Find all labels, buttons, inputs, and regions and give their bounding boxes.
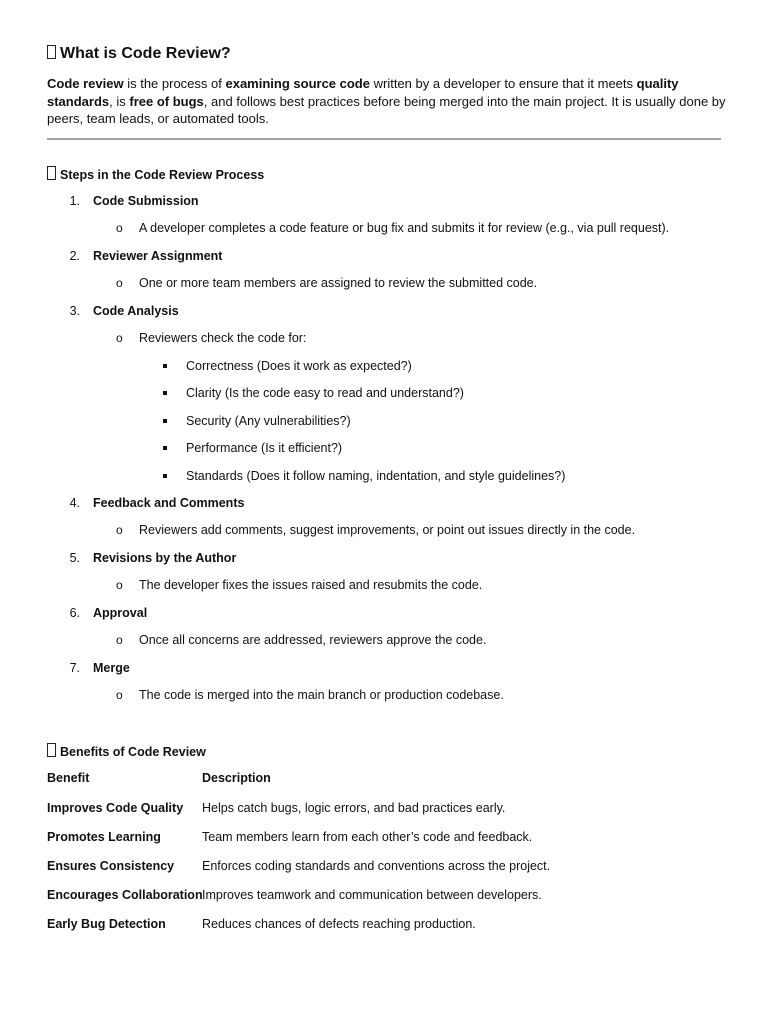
criteria-item: Standards (Does it follow naming, indentation, and style guidelines?) (186, 469, 566, 483)
table-cell-description: Team members learn from each other’s code and feedback. (202, 830, 533, 844)
intro-paragraph (47, 75, 727, 128)
steps-heading (47, 166, 264, 183)
table-cell-description: Reduces chances of defects reaching production. (202, 917, 476, 931)
step-number: 1. (69, 194, 80, 208)
step-number: 7. (69, 661, 80, 675)
table-header-description: Description (202, 771, 271, 785)
page-title-text: What is Code Review? (60, 45, 231, 62)
criteria-item: Clarity (Is the code easy to read and understand?) (186, 386, 464, 400)
step-title: Approval (93, 606, 148, 620)
step-title: Merge (93, 661, 130, 675)
step-title: Revisions by the Author (93, 551, 237, 565)
step-number: 4. (69, 496, 80, 510)
step-title: Code Submission (93, 194, 199, 208)
missing-glyph-icon (47, 45, 56, 59)
criteria-item: Correctness (Does it work as expected?) (186, 359, 412, 373)
step-number: 5. (69, 551, 80, 565)
circle-bullet: o (116, 688, 123, 702)
table-cell-benefit: Ensures Consistency (47, 859, 175, 873)
benefits-heading-text: Benefits of Code Review (60, 745, 206, 759)
intro-term-bugs: free of bugs (129, 93, 204, 109)
square-bullet (163, 474, 167, 478)
circle-bullet: o (116, 331, 123, 345)
square-bullet (163, 391, 167, 395)
table-cell-description: Helps catch bugs, logic errors, and bad practices early. (202, 801, 506, 815)
square-bullet (163, 364, 167, 368)
circle-bullet: o (116, 633, 123, 647)
circle-bullet: o (116, 221, 123, 235)
circle-bullet: o (116, 523, 123, 537)
square-bullet (163, 446, 167, 450)
table-cell-benefit: Early Bug Detection (47, 917, 166, 931)
step-description: The code is merged into the main branch or production codebase. (139, 688, 504, 702)
circle-bullet: o (116, 578, 123, 592)
step-title: Code Analysis (93, 304, 179, 318)
horizontal-divider (47, 138, 721, 140)
intro-term-code-review: Code review (47, 76, 124, 91)
missing-glyph-icon (47, 743, 56, 757)
circle-bullet: o (116, 276, 123, 290)
square-bullet (163, 419, 167, 423)
step-number: 6. (69, 606, 80, 620)
criteria-item: Performance (Is it efficient?) (186, 441, 343, 455)
steps-heading-text: Steps in the Code Review Process (60, 168, 265, 182)
intro-text: , and follows best practices before being merged into the main project. It is usually done by peers, team leads, or automated tools. (47, 93, 726, 126)
intro-text: is the process of (123, 76, 226, 91)
step-title: Feedback and Comments (93, 496, 245, 510)
table-cell-benefit: Encourages Collaboration (47, 888, 203, 902)
step-description: The developer fixes the issues raised and resubmits the code. (139, 578, 483, 592)
step-number: 3. (69, 304, 80, 318)
table-cell-description: Enforces coding standards and conventions across the project. (202, 859, 551, 873)
missing-glyph-icon (47, 166, 56, 180)
step-description: Once all concerns are addressed, reviewers approve the code. (139, 633, 487, 647)
step-number: 2. (69, 249, 80, 263)
step-description: A developer completes a code feature or bug fix and submits it for review (e.g., via pull request). (139, 221, 670, 235)
page-title (47, 43, 231, 65)
table-cell-description: Improves teamwork and communication between developers. (202, 888, 542, 902)
intro-term-quality: quality standards (47, 76, 679, 109)
table-header-benefit: Benefit (47, 771, 90, 785)
intro-text: written by a developer to ensure that it meets (369, 76, 637, 91)
step-description: One or more team members are assigned to review the submitted code. (139, 276, 538, 290)
criteria-item: Security (Any vulnerabilities?) (186, 414, 351, 428)
benefits-heading (47, 743, 206, 760)
step-description: Reviewers check the code for: (139, 331, 307, 345)
table-cell-benefit: Improves Code Quality (47, 801, 184, 815)
step-title: Reviewer Assignment (93, 249, 223, 263)
step-description: Reviewers add comments, suggest improvements, or point out issues directly in the code. (139, 523, 636, 537)
intro-text: , is (109, 93, 130, 109)
table-cell-benefit: Promotes Learning (47, 830, 161, 844)
intro-term-examining: examining source code (225, 76, 370, 91)
